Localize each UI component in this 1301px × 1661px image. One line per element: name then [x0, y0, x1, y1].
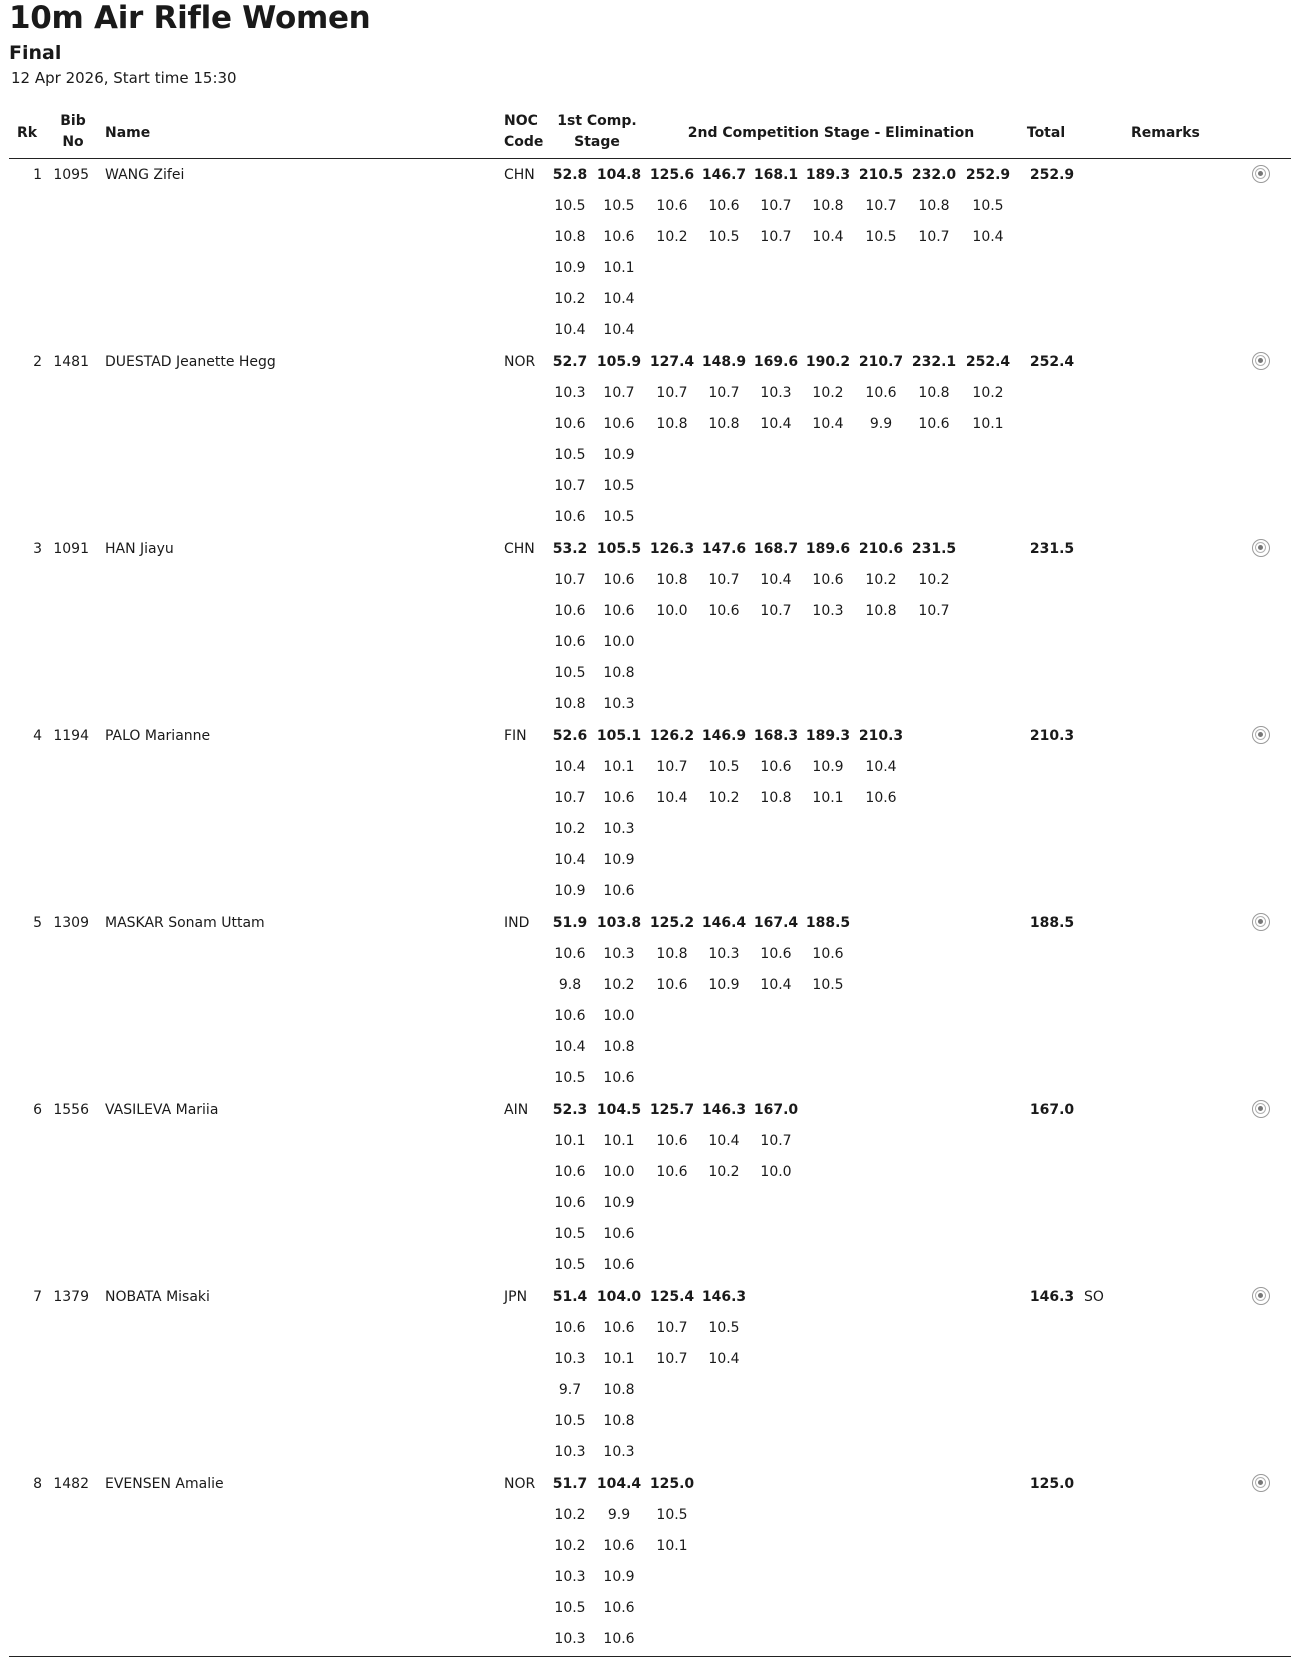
shot-score: 10.4	[554, 1039, 586, 1055]
shot-score: 10.6	[760, 759, 792, 775]
col-header-rank: Rk	[17, 125, 38, 141]
shot-score: 10.9	[812, 759, 844, 775]
shot-score: 10.0	[656, 603, 688, 619]
shot-score: 10.4	[603, 322, 635, 338]
series-subtotal: 167.4	[753, 915, 799, 931]
table-bottom-divider	[9, 1656, 1291, 1657]
athlete-rank: 3	[33, 541, 42, 557]
shot-score: 10.6	[603, 1070, 635, 1086]
shot-score: 10.8	[760, 790, 792, 806]
target-icon[interactable]	[1252, 1100, 1270, 1118]
shot-score: 10.6	[603, 1320, 635, 1336]
shot-score: 10.9	[603, 447, 635, 463]
shot-score: 10.7	[554, 790, 586, 806]
athlete-bib: 1379	[53, 1289, 89, 1305]
shot-score: 10.3	[554, 1631, 586, 1647]
shot-score: 10.4	[554, 322, 586, 338]
shot-score: 10.6	[603, 416, 635, 432]
shot-score: 10.8	[656, 572, 688, 588]
series-subtotal: 52.3	[552, 1102, 588, 1118]
series-subtotal: 190.2	[805, 354, 851, 370]
shot-score: 10.6	[656, 1164, 688, 1180]
athlete-row	[0, 1474, 1301, 1661]
shot-score: 10.1	[603, 759, 635, 775]
series-subtotal: 210.7	[858, 354, 904, 370]
shot-score: 10.5	[865, 229, 897, 245]
shot-score: 10.0	[603, 1008, 635, 1024]
shot-score: 10.7	[603, 385, 635, 401]
col-header-remarks: Remarks	[1131, 125, 1200, 141]
shot-score: 10.6	[603, 790, 635, 806]
series-subtotal: 147.6	[701, 541, 747, 557]
series-subtotal: 252.4	[965, 354, 1011, 370]
shot-score: 10.4	[760, 416, 792, 432]
shot-score: 10.1	[603, 1351, 635, 1367]
shot-score: 10.1	[603, 1133, 635, 1149]
series-subtotal: 167.0	[753, 1102, 799, 1118]
series-subtotal: 104.8	[596, 167, 642, 183]
series-subtotal: 146.3	[701, 1289, 747, 1305]
col-header-stage2: 2nd Competition Stage - Elimination	[687, 125, 975, 141]
athlete-bib: 1481	[53, 354, 89, 370]
shot-score: 10.6	[603, 883, 635, 899]
series-subtotal: 231.5	[911, 541, 957, 557]
athlete-row	[0, 913, 1301, 1100]
shot-score: 10.8	[603, 1382, 635, 1398]
shot-score: 10.6	[603, 1538, 635, 1554]
series-subtotal: 146.7	[701, 167, 747, 183]
series-subtotal: 51.4	[552, 1289, 588, 1305]
shot-score: 10.3	[812, 603, 844, 619]
shot-score: 10.5	[554, 665, 586, 681]
event-datetime: 12 Apr 2026, Start time 15:30	[11, 69, 237, 87]
shot-score: 10.5	[554, 1226, 586, 1242]
shot-score: 10.5	[554, 1070, 586, 1086]
series-subtotal: 125.6	[649, 167, 695, 183]
athlete-row	[0, 539, 1301, 726]
shot-score: 10.8	[708, 416, 740, 432]
athlete-bib: 1095	[53, 167, 89, 183]
shot-score: 10.5	[708, 759, 740, 775]
shot-score: 10.5	[554, 198, 586, 214]
athlete-name: DUESTAD Jeanette Hegg	[105, 354, 276, 370]
target-icon[interactable]	[1252, 913, 1270, 931]
shot-score: 10.4	[708, 1351, 740, 1367]
series-subtotal: 210.5	[858, 167, 904, 183]
shot-score: 10.7	[656, 385, 688, 401]
shot-score: 10.8	[603, 1039, 635, 1055]
shot-score: 10.0	[603, 634, 635, 650]
shot-score: 9.9	[607, 1507, 631, 1523]
shot-score: 10.8	[918, 385, 950, 401]
shot-score: 10.1	[603, 260, 635, 276]
athlete-total: 125.0	[1029, 1476, 1075, 1492]
shot-score: 10.4	[760, 977, 792, 993]
athlete-total: 167.0	[1029, 1102, 1075, 1118]
shot-score: 10.6	[656, 198, 688, 214]
shot-score: 10.9	[554, 883, 586, 899]
shot-score: 10.6	[603, 1600, 635, 1616]
athlete-noc: JPN	[504, 1289, 528, 1305]
athlete-noc: AIN	[504, 1102, 529, 1118]
series-subtotal: 52.6	[552, 728, 588, 744]
series-subtotal: 168.1	[753, 167, 799, 183]
series-subtotal: 148.9	[701, 354, 747, 370]
col-header-total: Total	[1026, 125, 1066, 141]
series-subtotal: 51.7	[552, 1476, 588, 1492]
shot-score: 10.7	[865, 198, 897, 214]
athlete-row	[0, 352, 1301, 539]
series-subtotal: 146.3	[701, 1102, 747, 1118]
shot-score: 10.7	[554, 478, 586, 494]
shot-score: 10.8	[603, 665, 635, 681]
shot-score: 10.6	[603, 572, 635, 588]
shot-score: 10.7	[760, 603, 792, 619]
col-header-bib-line1: Bib	[60, 113, 86, 129]
shot-score: 10.2	[554, 1538, 586, 1554]
series-subtotal: 104.5	[596, 1102, 642, 1118]
shot-score: 10.4	[554, 852, 586, 868]
athlete-name: WANG Zifei	[105, 167, 185, 183]
col-header-noc-line2: Code	[504, 134, 544, 150]
shot-score: 10.6	[554, 1008, 586, 1024]
athlete-rank: 6	[33, 1102, 42, 1118]
shot-score: 10.4	[656, 790, 688, 806]
athlete-row	[0, 1287, 1301, 1474]
shot-score: 10.9	[603, 1195, 635, 1211]
athlete-name: HAN Jiayu	[105, 541, 174, 557]
shot-score: 10.7	[656, 1351, 688, 1367]
athlete-noc: FIN	[504, 728, 527, 744]
shot-score: 10.2	[554, 291, 586, 307]
athlete-name: EVENSEN Amalie	[105, 1476, 224, 1492]
athlete-total: 231.5	[1029, 541, 1075, 557]
series-subtotal: 126.3	[649, 541, 695, 557]
athlete-name: MASKAR Sonam Uttam	[105, 915, 265, 931]
shot-score: 10.2	[972, 385, 1004, 401]
shot-score: 10.7	[554, 572, 586, 588]
shot-score: 10.1	[812, 790, 844, 806]
shot-score: 10.8	[918, 198, 950, 214]
shot-score: 10.5	[603, 198, 635, 214]
shot-score: 10.6	[865, 790, 897, 806]
shot-score: 10.9	[603, 1569, 635, 1585]
shot-score: 10.8	[865, 603, 897, 619]
athlete-row	[0, 726, 1301, 913]
series-subtotal: 210.3	[858, 728, 904, 744]
series-subtotal: 125.0	[649, 1476, 695, 1492]
shot-score: 10.1	[972, 416, 1004, 432]
shot-score: 10.5	[972, 198, 1004, 214]
shot-score: 10.3	[760, 385, 792, 401]
series-subtotal: 103.8	[596, 915, 642, 931]
athlete-bib: 1556	[53, 1102, 89, 1118]
shot-score: 10.6	[554, 1195, 586, 1211]
shot-score: 10.5	[554, 447, 586, 463]
series-subtotal: 51.9	[552, 915, 588, 931]
shot-score: 10.2	[918, 572, 950, 588]
series-subtotal: 52.7	[552, 354, 588, 370]
target-icon[interactable]	[1252, 165, 1270, 183]
shot-score: 10.3	[708, 946, 740, 962]
shot-score: 10.2	[812, 385, 844, 401]
shot-score: 10.5	[603, 509, 635, 525]
shot-score: 10.4	[708, 1133, 740, 1149]
shot-score: 10.5	[554, 1257, 586, 1273]
athlete-row	[0, 165, 1301, 352]
series-subtotal: 105.1	[596, 728, 642, 744]
shot-score: 10.7	[760, 198, 792, 214]
athlete-noc: NOR	[504, 1476, 536, 1492]
athlete-rank: 1	[33, 167, 42, 183]
series-subtotal: 189.3	[805, 728, 851, 744]
shot-score: 10.5	[554, 1600, 586, 1616]
series-subtotal: 188.5	[805, 915, 851, 931]
shot-score: 10.6	[918, 416, 950, 432]
athlete-name: PALO Marianne	[105, 728, 211, 744]
page-title: 10m Air Rifle Women	[9, 0, 371, 36]
shot-score: 10.3	[603, 821, 635, 837]
shot-score: 10.9	[708, 977, 740, 993]
series-subtotal: 53.2	[552, 541, 588, 557]
shot-score: 10.7	[708, 572, 740, 588]
series-subtotal: 168.3	[753, 728, 799, 744]
shot-score: 10.1	[554, 1133, 586, 1149]
athlete-name: VASILEVA Mariia	[105, 1102, 219, 1118]
series-subtotal: 210.6	[858, 541, 904, 557]
series-subtotal: 146.9	[701, 728, 747, 744]
athlete-noc: CHN	[504, 167, 535, 183]
shot-score: 10.0	[760, 1164, 792, 1180]
series-subtotal: 127.4	[649, 354, 695, 370]
series-subtotal: 189.3	[805, 167, 851, 183]
target-icon[interactable]	[1252, 352, 1270, 370]
target-icon[interactable]	[1252, 1287, 1270, 1305]
shot-score: 10.6	[603, 1257, 635, 1273]
target-icon[interactable]	[1252, 726, 1270, 744]
series-subtotal: 252.9	[965, 167, 1011, 183]
target-icon[interactable]	[1252, 1474, 1270, 1492]
shot-score: 10.6	[708, 603, 740, 619]
shot-score: 10.6	[603, 229, 635, 245]
shot-score: 10.5	[708, 229, 740, 245]
shot-score: 9.9	[869, 416, 893, 432]
series-subtotal: 189.6	[805, 541, 851, 557]
series-subtotal: 146.4	[701, 915, 747, 931]
series-subtotal: 125.7	[649, 1102, 695, 1118]
athlete-bib: 1194	[53, 728, 89, 744]
shot-score: 10.4	[812, 416, 844, 432]
shot-score: 10.4	[812, 229, 844, 245]
athlete-rank: 7	[33, 1289, 42, 1305]
athlete-rank: 4	[33, 728, 42, 744]
shot-score: 10.8	[554, 229, 586, 245]
athlete-remark: SO	[1084, 1289, 1104, 1305]
shot-score: 10.3	[603, 946, 635, 962]
shot-score: 10.6	[603, 1631, 635, 1647]
shot-score: 10.2	[708, 1164, 740, 1180]
athlete-row	[0, 1100, 1301, 1287]
shot-score: 10.7	[760, 1133, 792, 1149]
shot-score: 10.8	[554, 696, 586, 712]
shot-score: 10.7	[918, 229, 950, 245]
shot-score: 10.3	[603, 1444, 635, 1460]
header-divider	[9, 158, 1291, 159]
shot-score: 10.0	[603, 1164, 635, 1180]
shot-score: 9.8	[558, 977, 582, 993]
shot-score: 10.5	[656, 1507, 688, 1523]
shot-score: 10.7	[656, 1320, 688, 1336]
shot-score: 10.6	[656, 1133, 688, 1149]
shot-score: 10.7	[656, 759, 688, 775]
shot-score: 10.6	[865, 385, 897, 401]
shot-score: 10.8	[603, 1413, 635, 1429]
shot-score: 10.5	[812, 977, 844, 993]
athlete-name: NOBATA Misaki	[105, 1289, 210, 1305]
shot-score: 10.3	[554, 385, 586, 401]
shot-score: 10.6	[603, 1226, 635, 1242]
col-header-stage1-line1: 1st Comp.	[557, 113, 637, 129]
series-subtotal: 125.4	[649, 1289, 695, 1305]
shot-score: 10.6	[656, 977, 688, 993]
athlete-total: 188.5	[1029, 915, 1075, 931]
athlete-rank: 5	[33, 915, 42, 931]
shot-score: 10.7	[918, 603, 950, 619]
athlete-total: 252.4	[1029, 354, 1075, 370]
shot-score: 9.7	[558, 1382, 582, 1398]
shot-score: 10.7	[760, 229, 792, 245]
event-phase: Final	[9, 42, 62, 64]
athlete-bib: 1091	[53, 541, 89, 557]
col-header-stage1-line2: Stage	[574, 134, 620, 150]
series-subtotal: 126.2	[649, 728, 695, 744]
athlete-rank: 8	[33, 1476, 42, 1492]
athlete-noc: IND	[504, 915, 530, 931]
shot-score: 10.7	[708, 385, 740, 401]
athlete-total: 146.3	[1029, 1289, 1075, 1305]
shot-score: 10.4	[760, 572, 792, 588]
shot-score: 10.6	[554, 1164, 586, 1180]
athlete-rank: 2	[33, 354, 42, 370]
shot-score: 10.5	[708, 1320, 740, 1336]
series-subtotal: 125.2	[649, 915, 695, 931]
shot-score: 10.8	[656, 416, 688, 432]
shot-score: 10.6	[554, 603, 586, 619]
series-subtotal: 168.7	[753, 541, 799, 557]
shot-score: 10.3	[603, 696, 635, 712]
shot-score: 10.6	[554, 1320, 586, 1336]
shot-score: 10.6	[603, 603, 635, 619]
col-header-noc-line1: NOC	[504, 113, 538, 129]
col-header-name: Name	[105, 125, 151, 141]
athlete-total: 210.3	[1029, 728, 1075, 744]
athlete-bib: 1482	[53, 1476, 89, 1492]
shot-score: 10.3	[554, 1351, 586, 1367]
athlete-noc: CHN	[504, 541, 535, 557]
shot-score: 10.6	[812, 946, 844, 962]
series-subtotal: 105.5	[596, 541, 642, 557]
series-subtotal: 52.8	[552, 167, 588, 183]
shot-score: 10.4	[603, 291, 635, 307]
series-subtotal: 169.6	[753, 354, 799, 370]
shot-score: 10.2	[708, 790, 740, 806]
athlete-total: 252.9	[1029, 167, 1075, 183]
series-subtotal: 104.4	[596, 1476, 642, 1492]
shot-score: 10.4	[554, 759, 586, 775]
shot-score: 10.9	[554, 260, 586, 276]
shot-score: 10.3	[554, 1444, 586, 1460]
shot-score: 10.6	[554, 634, 586, 650]
shot-score: 10.2	[865, 572, 897, 588]
series-subtotal: 232.1	[911, 354, 957, 370]
shot-score: 10.2	[603, 977, 635, 993]
shot-score: 10.1	[656, 1538, 688, 1554]
shot-score: 10.4	[865, 759, 897, 775]
shot-score: 10.5	[554, 1413, 586, 1429]
series-subtotal: 232.0	[911, 167, 957, 183]
shot-score: 10.8	[812, 198, 844, 214]
shot-score: 10.6	[708, 198, 740, 214]
series-subtotal: 104.0	[596, 1289, 642, 1305]
series-subtotal: 105.9	[596, 354, 642, 370]
shot-score: 10.9	[603, 852, 635, 868]
athlete-bib: 1309	[53, 915, 89, 931]
shot-score: 10.2	[656, 229, 688, 245]
shot-score: 10.6	[554, 416, 586, 432]
shot-score: 10.8	[656, 946, 688, 962]
shot-score: 10.4	[972, 229, 1004, 245]
shot-score: 10.6	[554, 946, 586, 962]
shot-score: 10.5	[603, 478, 635, 494]
athlete-noc: NOR	[504, 354, 536, 370]
target-icon[interactable]	[1252, 539, 1270, 557]
shot-score: 10.6	[760, 946, 792, 962]
col-header-bib-line2: No	[62, 134, 84, 150]
shot-score: 10.2	[554, 821, 586, 837]
shot-score: 10.6	[554, 509, 586, 525]
shot-score: 10.2	[554, 1507, 586, 1523]
shot-score: 10.3	[554, 1569, 586, 1585]
shot-score: 10.6	[812, 572, 844, 588]
